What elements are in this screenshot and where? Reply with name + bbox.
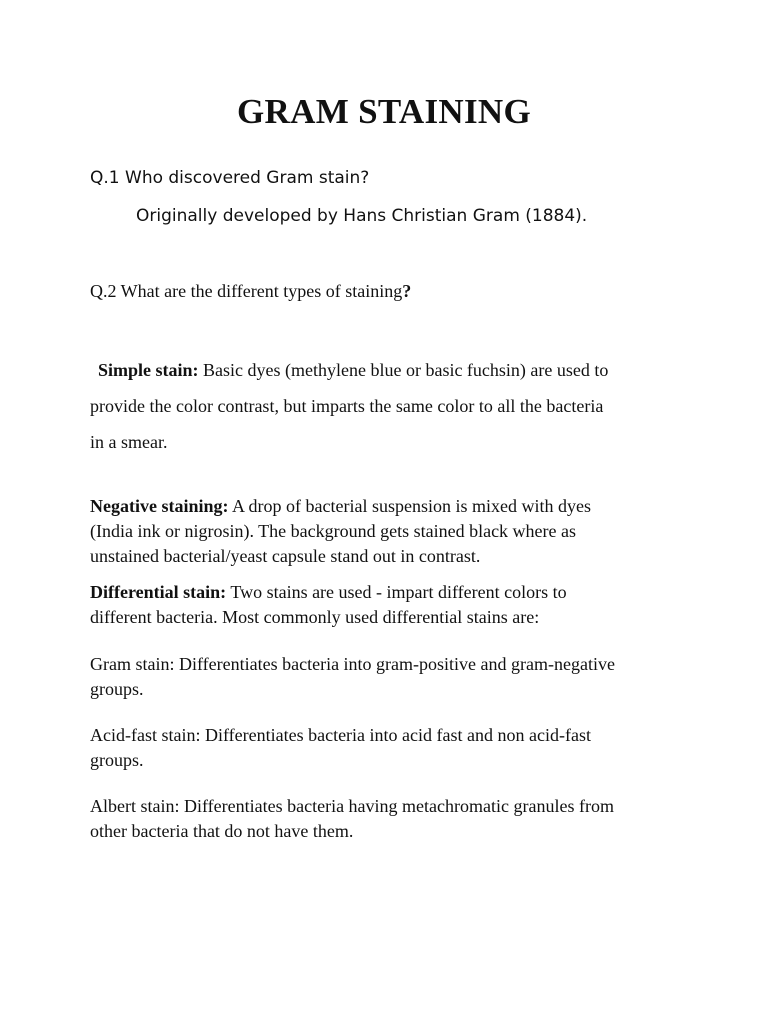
- gram-stain-line-2: groups.: [90, 679, 144, 699]
- simple-stain-term: Simple stain:: [98, 360, 199, 380]
- acid-fast-stain-paragraph: [90, 723, 690, 773]
- simple-stain-line-3: in a smear.: [90, 432, 168, 452]
- albert-stain-paragraph: [90, 794, 690, 844]
- negative-staining-term: Negative staining:: [90, 496, 229, 516]
- negative-staining-line-3: unstained bacterial/yeast capsule stand out in contrast.: [90, 546, 481, 566]
- acid-fast-stain-line-1: Acid-fast stain: Differentiates bacteria into acid fast and non acid-fast: [90, 725, 591, 745]
- simple-stain-text-1: Basic dyes (methylene blue or basic fuchsin) are used to: [198, 360, 609, 380]
- question-2-mark: ?: [402, 281, 412, 301]
- differential-stain-line-1: [90, 580, 690, 605]
- differential-stain-paragraph: [90, 580, 690, 630]
- question-2: [90, 281, 411, 302]
- question-1: Q.1 Who discovered Gram stain?: [90, 168, 370, 188]
- albert-stain-line-2: other bacteria that do not have them.: [90, 821, 354, 841]
- simple-stain-line-1: [90, 352, 690, 388]
- differential-stain-term: Differential stain:: [90, 582, 227, 602]
- acid-fast-stain-line-2: groups.: [90, 750, 144, 770]
- page-title: GRAM STAINING: [237, 92, 531, 131]
- negative-staining-text-1: A drop of bacterial suspension is mixed with dyes: [228, 496, 591, 516]
- answer-1: Originally developed by Hans Christian Gram (1884).: [136, 206, 588, 226]
- gram-stain-line-1: Gram stain: Differentiates bacteria into gram-positive and gram-negative: [90, 654, 615, 674]
- negative-staining-line-2: (India ink or nigrosin). The background gets stained black where as: [90, 521, 577, 541]
- albert-stain-line-1: Albert stain: Differentiates bacteria having metachromatic granules from: [90, 796, 614, 816]
- differential-stain-line-2: different bacteria. Most commonly used differential stains are:: [90, 607, 540, 627]
- question-2-text: Q.2 What are the different types of staining: [90, 281, 403, 301]
- simple-stain-paragraph: [90, 352, 690, 460]
- negative-staining-line-1: [90, 494, 690, 519]
- differential-stain-text-1: Two stains are used - impart different colors to: [226, 582, 567, 602]
- gram-stain-paragraph: [90, 652, 690, 702]
- negative-staining-paragraph: [90, 494, 690, 569]
- simple-stain-line-2: provide the color contrast, but imparts the same color to all the bacteria: [90, 396, 604, 416]
